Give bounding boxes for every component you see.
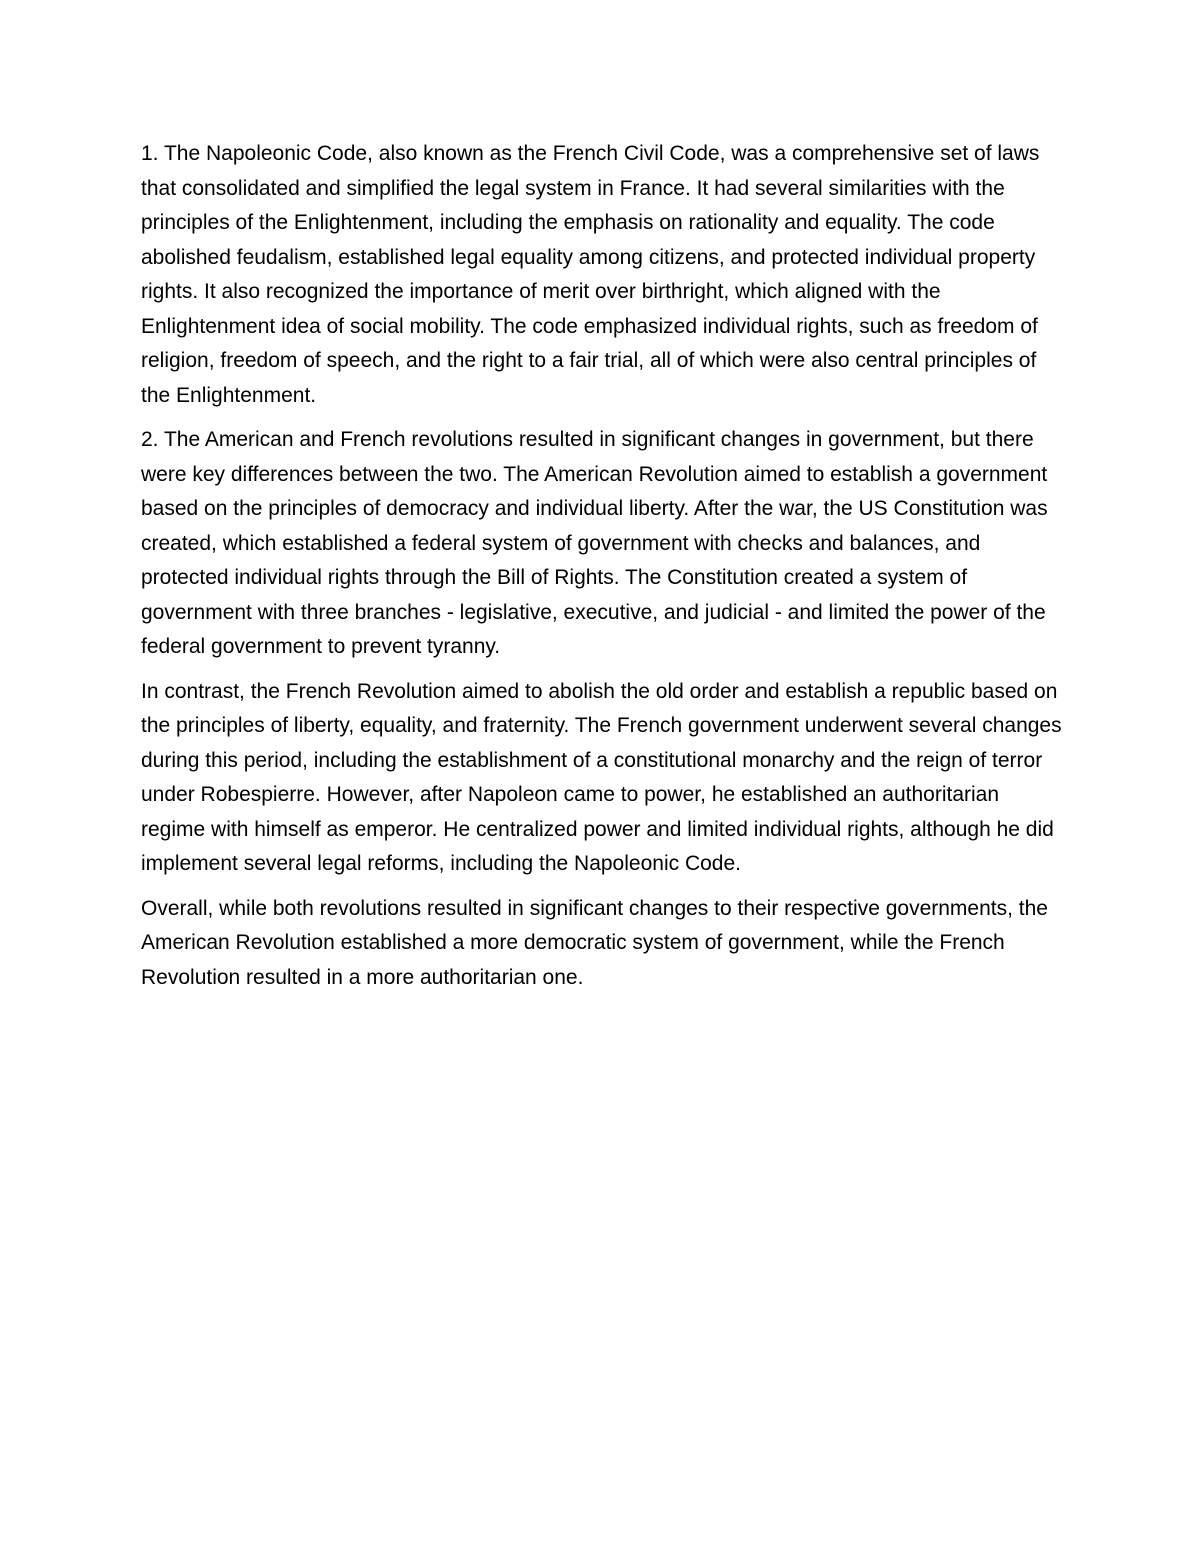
paragraph-french-revolution: In contrast, the French Revolution aimed to abolish the old order and establish a republic based on the principles of liberty, equality, and fraternity. The French government underwent several changes during this period, including the establishment of a constitutional monarchy and the reign of terror under Robespierre. However, after Napoleon came to power, he established an authoritarian regime with himself as emperor. He centralized power and limited individual rights, although he did implement several legal reforms, including the Napoleonic Code. [141, 679, 1062, 875]
paragraph-conclusion: Overall, while both revolutions resulted in significant changes to their respective governments, the American Revolution established a more democratic system of government, while the French Revolution resulted in a more authoritarian one. [141, 896, 1048, 989]
paragraph-american-revolution: 2. The American and French revolutions resulted in significant changes in government, but there were key differences between the two. The American Revolution aimed to establish a government based on the principles of democracy and individual liberty. After the war, the US Constitution was created, which established a federal system of government with checks and balances, and protected individual rights through the Bill of Rights. The Constitution created a system of government with three branches - legislative, executive, and judicial - and limited the power of the federal government to prevent tyranny. [141, 428, 1048, 658]
paragraph-napoleonic-code: 1. The Napoleonic Code, also known as the French Civil Code, was a comprehensive set of laws that consolidated and simplified the legal system in France. It had several similarities with the principles of the Enlightenment, including the emphasis on rationality and equality. The code abolished feudalism, established legal equality among citizens, and protected individual property rights. It also recognized the importance of merit over birthright, which aligned with the Enlightenment idea of social mobility. The code emphasized individual rights, such as freedom of religion, freedom of speech, and the right to a fair trial, all of which were also central principles of the Enlightenment. [141, 142, 1040, 407]
document-body [141, 137, 1066, 1005]
